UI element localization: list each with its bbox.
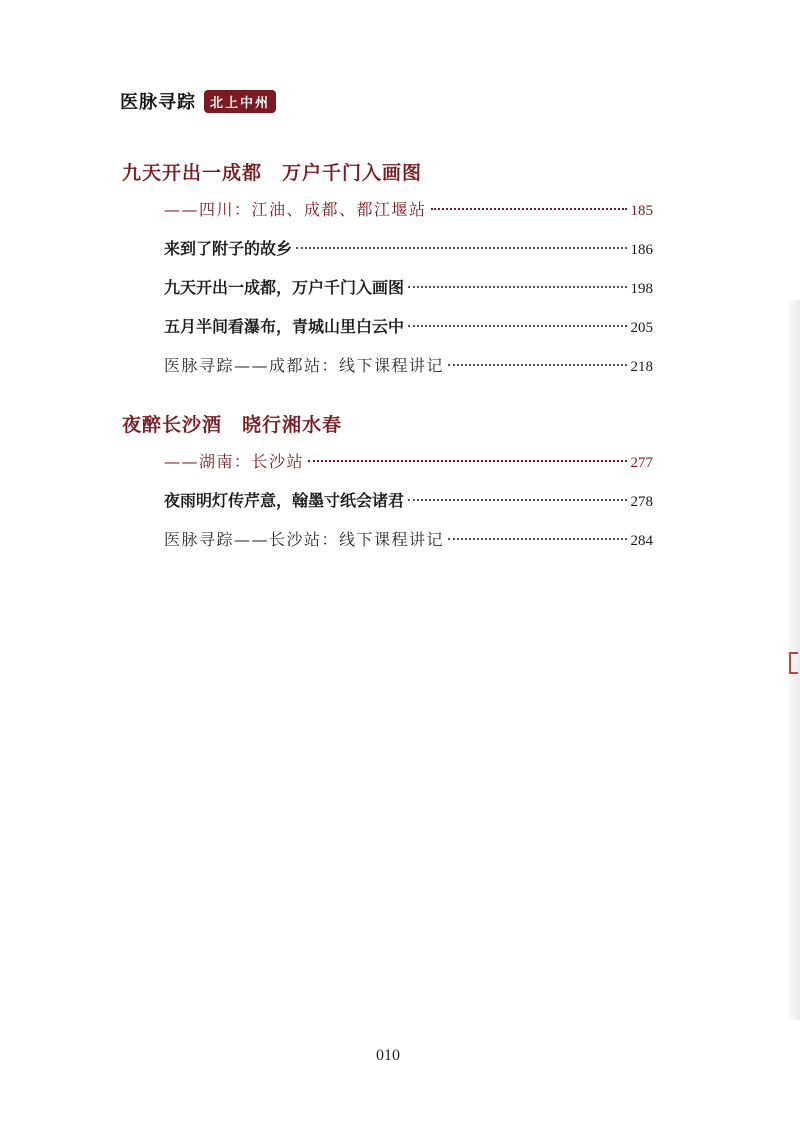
- dot-leader: [408, 286, 626, 288]
- dot-leader: [296, 247, 626, 249]
- toc-entry-label: 来到了附子的故乡: [164, 239, 293, 258]
- toc-entry-page: 277: [630, 455, 653, 471]
- toc-entry-page: 185: [630, 203, 653, 219]
- toc-entry-page: 186: [630, 242, 653, 258]
- toc-entry[interactable]: [164, 277, 653, 300]
- series-badge: 北上中州: [204, 90, 276, 113]
- dot-leader: [448, 538, 626, 540]
- dot-leader: [408, 499, 626, 501]
- toc-entry[interactable]: [164, 316, 653, 339]
- toc-entry-label: 九天开出一成都，万户千门入画图: [164, 278, 405, 297]
- book-title: 医脉寻踪: [120, 92, 196, 113]
- dot-leader: [408, 325, 626, 327]
- toc-entry-label: ——四川：江油、成都、都江堰站: [164, 200, 427, 219]
- toc-entry-page: 198: [630, 281, 653, 297]
- running-header: [120, 88, 276, 114]
- dot-leader: [431, 208, 627, 210]
- toc-entry-label: 医脉寻踪——长沙站：线下课程讲记: [164, 530, 445, 549]
- toc-entry-label: 夜雨明灯传芹意，翰墨寸纸会诸君: [164, 491, 405, 510]
- section-title-sichuan: 九天开出一成都 万户千门入画图: [122, 162, 423, 184]
- toc-entry[interactable]: [164, 199, 653, 222]
- toc-entry[interactable]: [164, 355, 653, 378]
- toc-entry[interactable]: [164, 529, 653, 552]
- toc-entry-label: 医脉寻踪——成都站：线下课程讲记: [164, 356, 445, 375]
- dot-leader: [448, 364, 626, 366]
- page-number: 010: [376, 1047, 400, 1064]
- next-page-bracket-mark: [789, 652, 798, 674]
- toc-entry-page: 284: [630, 533, 653, 549]
- toc-entry-label: 五月半间看瀑布，青城山里白云中: [164, 317, 405, 336]
- toc-entry-page: 218: [630, 359, 653, 375]
- dot-leader: [308, 460, 626, 462]
- toc-entry[interactable]: [164, 451, 653, 474]
- toc-entry-label: ——湖南：长沙站: [164, 452, 305, 471]
- toc-entry-page: 205: [630, 320, 653, 336]
- section-title-hunan: 夜醉长沙酒 晓行湘水春: [122, 414, 343, 436]
- toc-entry[interactable]: [164, 238, 653, 261]
- toc-entry-page: 278: [630, 494, 653, 510]
- toc-entry[interactable]: [164, 490, 653, 513]
